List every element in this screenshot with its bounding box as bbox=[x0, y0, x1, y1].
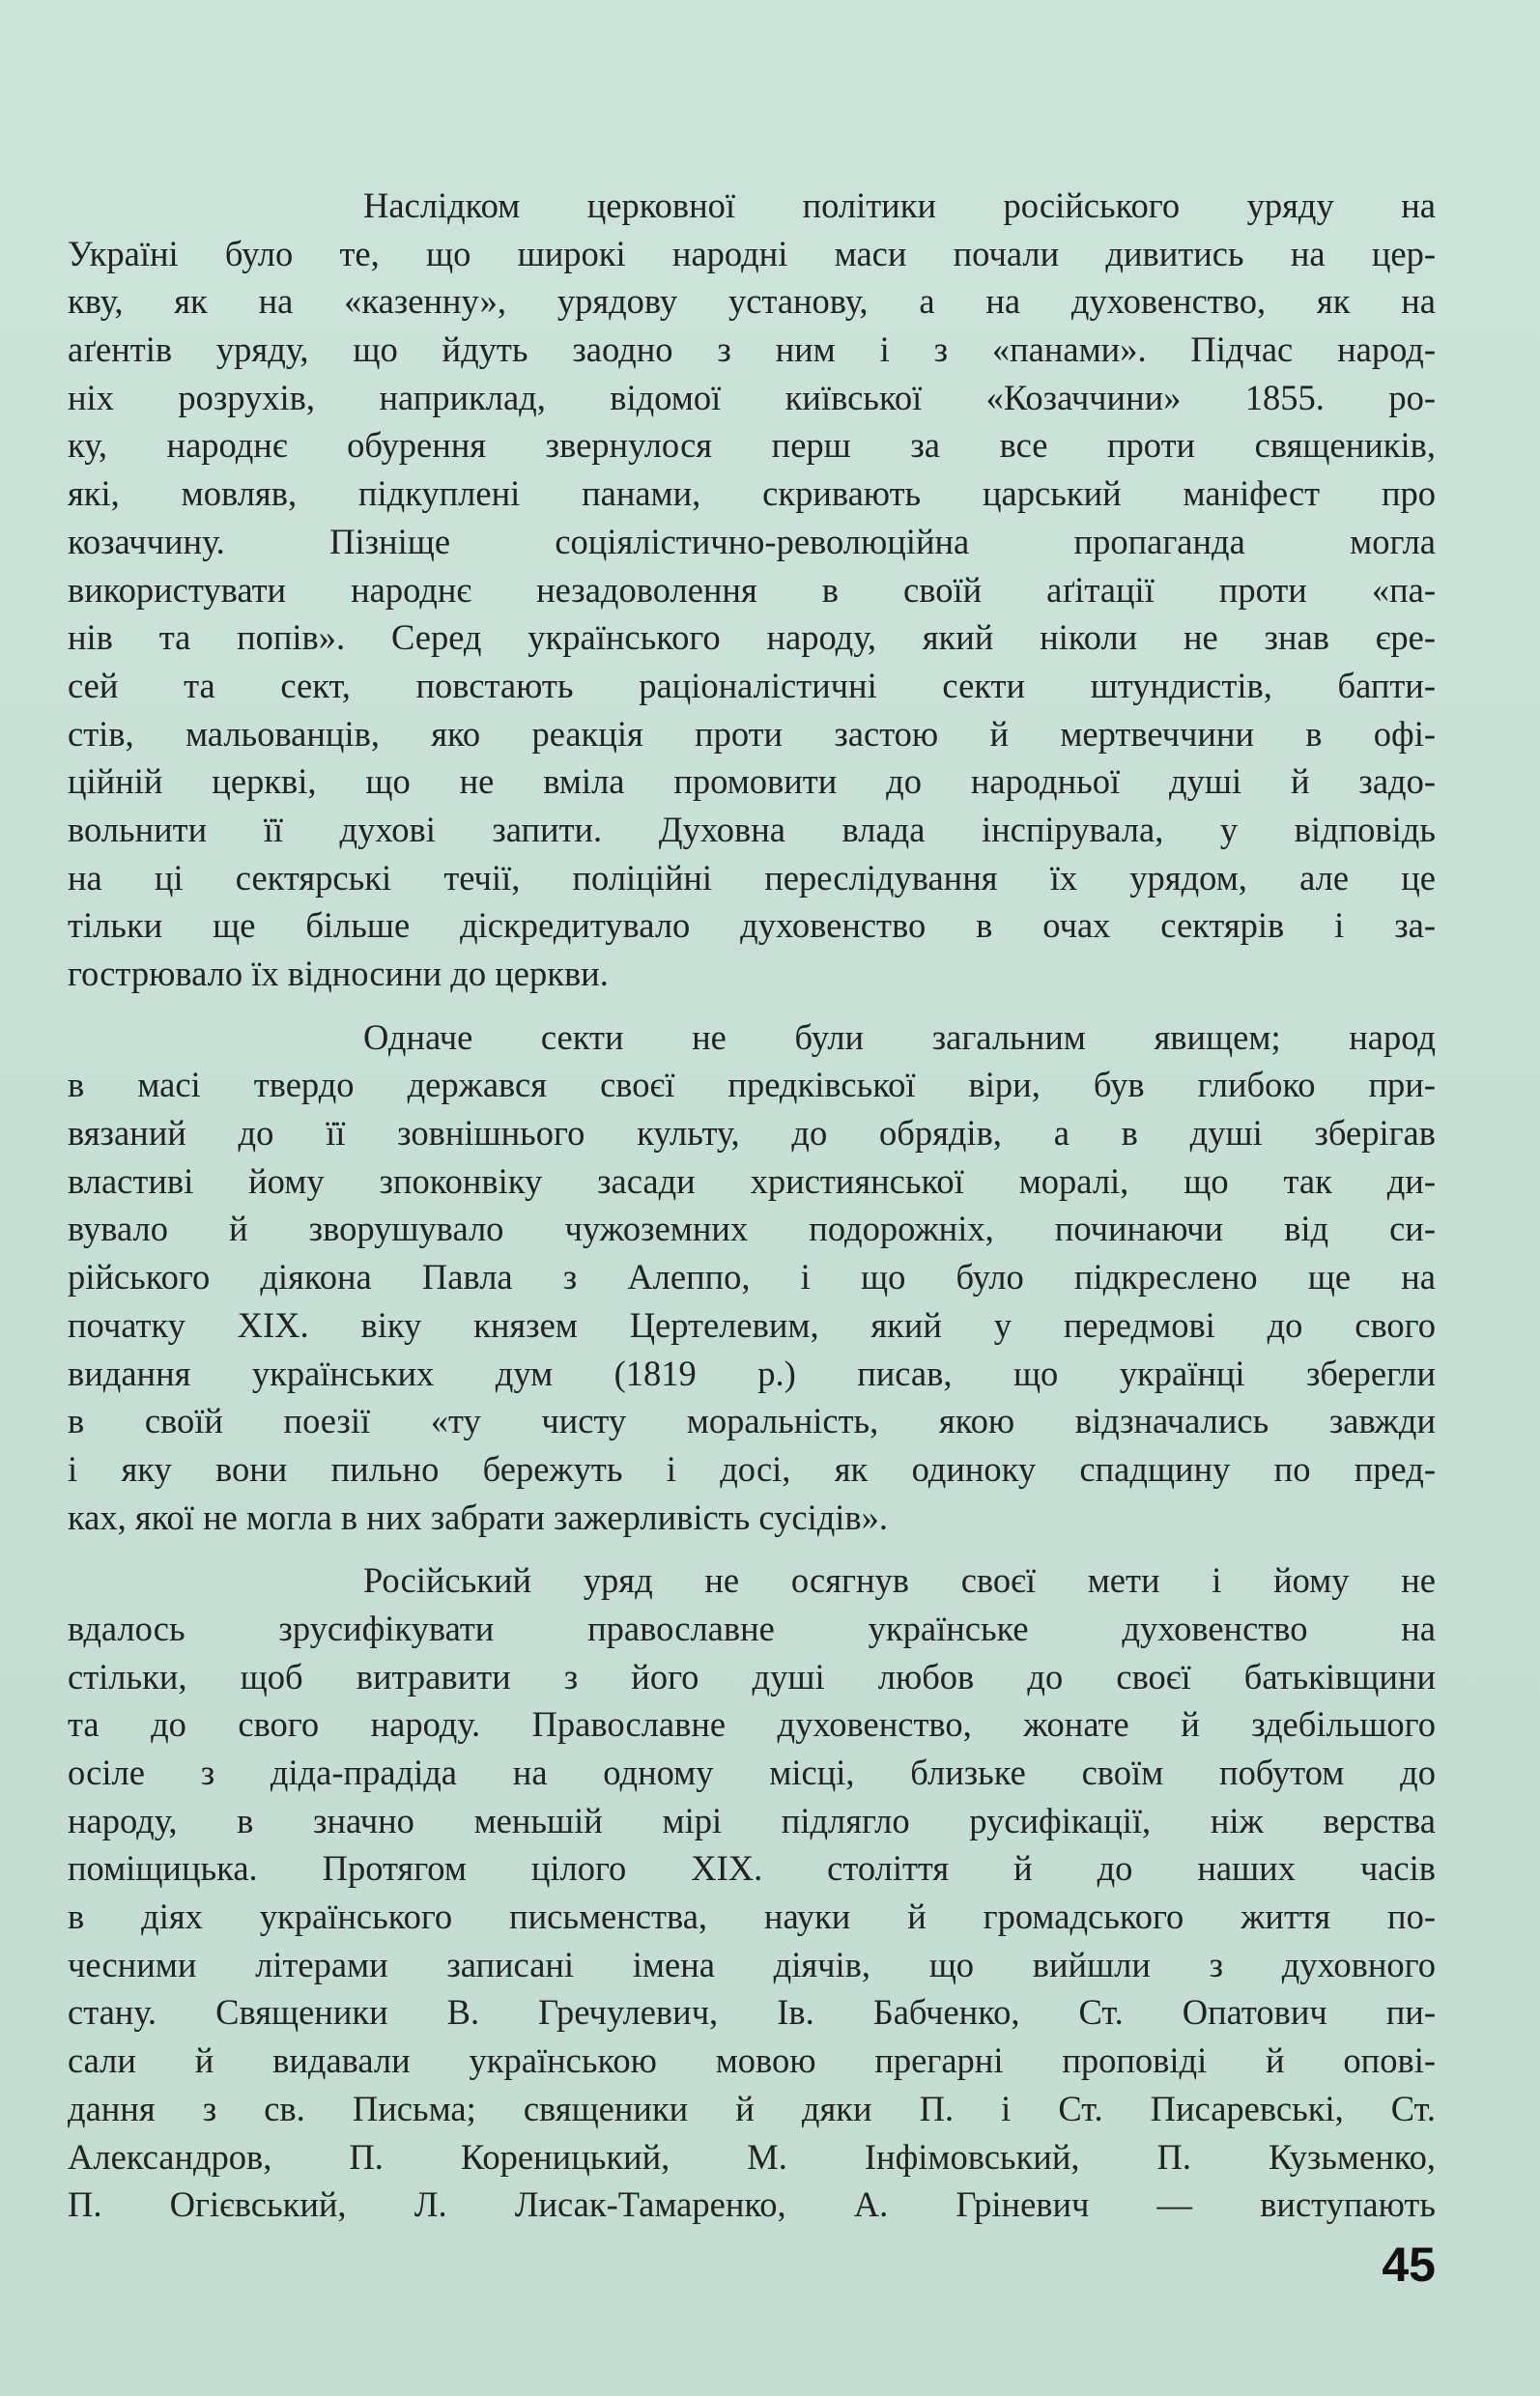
text-line: ках, якої не могла в них забрати зажерливість сусідів». bbox=[68, 1497, 889, 1537]
text-line: і яку вони пильно бережуть і досі, як одиноку спадщину по пред- bbox=[68, 1448, 1436, 1489]
text-line: Александров, П. Кореницький, М. Інфімовський, П. Кузьменко, bbox=[68, 2136, 1436, 2177]
text-line: Одначе секти не були загальним явищем; народ bbox=[363, 1016, 1436, 1057]
text-line: дання з св. Письма; священики й дяки П. і Ст. Писаревські, Ст. bbox=[68, 2088, 1436, 2128]
text-line: вувало й зворушувало чужоземних подорожніх, починаючи від си- bbox=[68, 1209, 1436, 1249]
text-line: ку, народнє обурення звернулося перш за все проти священиків, bbox=[68, 425, 1436, 466]
text-line: осіле з діда-прадіда на одному місці, близьке своїм побутом до bbox=[68, 1753, 1436, 1792]
text-line: чесними літерами записані імена діячів, що вийшли з духовного bbox=[68, 1944, 1436, 1984]
body-text bbox=[68, 182, 1436, 2229]
text-line: П. Огієвський, Л. Лисак-Тамаренко, А. Гріневич — виступають bbox=[68, 2184, 1436, 2225]
paragraph-2 bbox=[68, 1013, 1436, 1542]
text-line: та до свого народу. Православне духовенство, жонате й здебільшого bbox=[68, 1704, 1436, 1745]
text-line: сали й видавали українською мовою прегарні проповіді й опові- bbox=[68, 2040, 1436, 2081]
text-line: рійського діякона Павла з Алеппо, і що було підкреслено ще на bbox=[68, 1257, 1436, 1298]
text-line: вдалось зрусифікувати православне українське духовенство на bbox=[68, 1608, 1436, 1648]
text-line: в діях українського письменства, науки й громадського життя по- bbox=[68, 1897, 1436, 1937]
text-line: Україні було те, що широкі народні маси почали дивитись на цер- bbox=[68, 233, 1436, 273]
paragraph-gap bbox=[68, 998, 1436, 1013]
page-number: 45 bbox=[1382, 2238, 1436, 2292]
text-line: Наслідком церковної політики російського уряду на bbox=[363, 185, 1436, 225]
text-line: стільки, щоб витравити з його душі любов до своєї батьківщини bbox=[68, 1656, 1436, 1697]
text-line: поміщицька. Протягом цілого XIX. століття й до наших часів bbox=[68, 1848, 1436, 1889]
text-line: в своїй поезії «ту чисту моральність, якою відзначались завжди bbox=[68, 1401, 1436, 1441]
text-line: народу, в значно меньшій мірі підлягло русифікації, ніж верства bbox=[68, 1800, 1436, 1840]
text-line: ніх розрухів, наприклад, відомої київської «Козаччини» 1855. ро- bbox=[68, 377, 1436, 417]
text-line: використувати народнє незадоволення в своїй аґітації проти «па- bbox=[68, 569, 1436, 610]
text-line: початку XIX. віку князем Цертелевим, який у передмові до свого bbox=[68, 1304, 1436, 1345]
text-line: вязаний до її зовнішнього культу, до обрядів, а в душі зберігав bbox=[68, 1113, 1436, 1154]
text-line: вольнити її духові запити. Духовна влада інспірувала, у відповідь bbox=[68, 809, 1436, 849]
text-line: які, мовляв, підкуплені панами, скривають царський маніфест про bbox=[68, 473, 1436, 514]
text-line: кву, як на «казенну», урядову установу, а на духовенство, як на bbox=[68, 281, 1436, 322]
paragraph-3 bbox=[68, 1556, 1436, 2229]
text-line: козаччину. Пізніще соціялістично-революційна пропаганда могла bbox=[68, 521, 1436, 561]
text-line: гострювало їх відносини до церкви. bbox=[68, 954, 609, 993]
text-line: сей та сект, повстають раціоналістичні секти штундистів, бапти- bbox=[68, 665, 1436, 705]
text-line: в масі твердо держався своєї предківської віри, був глибоко при- bbox=[68, 1065, 1436, 1105]
text-line: тільки ще більше діскредитувало духовенство в очах сектярів і за- bbox=[68, 905, 1436, 946]
text-line: властиві йому зпоконвіку засади християнської моралі, що так ди- bbox=[68, 1160, 1436, 1201]
text-line: нів та попів». Серед українського народу, який ніколи не знав єре- bbox=[68, 617, 1436, 658]
text-line: видання українських дум (1819 р.) писав, що українці зберегли bbox=[68, 1353, 1436, 1393]
text-line: Російський уряд не осягнув своєї мети і йому не bbox=[363, 1560, 1436, 1601]
paragraph-1 bbox=[68, 182, 1436, 998]
text-line: стану. Священики В. Гречулевич, Ів. Бабченко, Ст. Опатович пи- bbox=[68, 1992, 1436, 2033]
paragraph-gap bbox=[68, 1541, 1436, 1556]
text-line: ційній церкві, що не вміла промовити до народньої душі й задо- bbox=[68, 761, 1436, 802]
text-line: на ці сектярські течії, поліційні переслідування їх урядом, але це bbox=[68, 857, 1436, 898]
text-line: аґентів уряду, що йдуть заодно з ним і з «панами». Підчас народ- bbox=[68, 329, 1436, 370]
text-line: стів, мальованців, яко реакція проти застою й мертвеччини в офі- bbox=[68, 713, 1436, 754]
